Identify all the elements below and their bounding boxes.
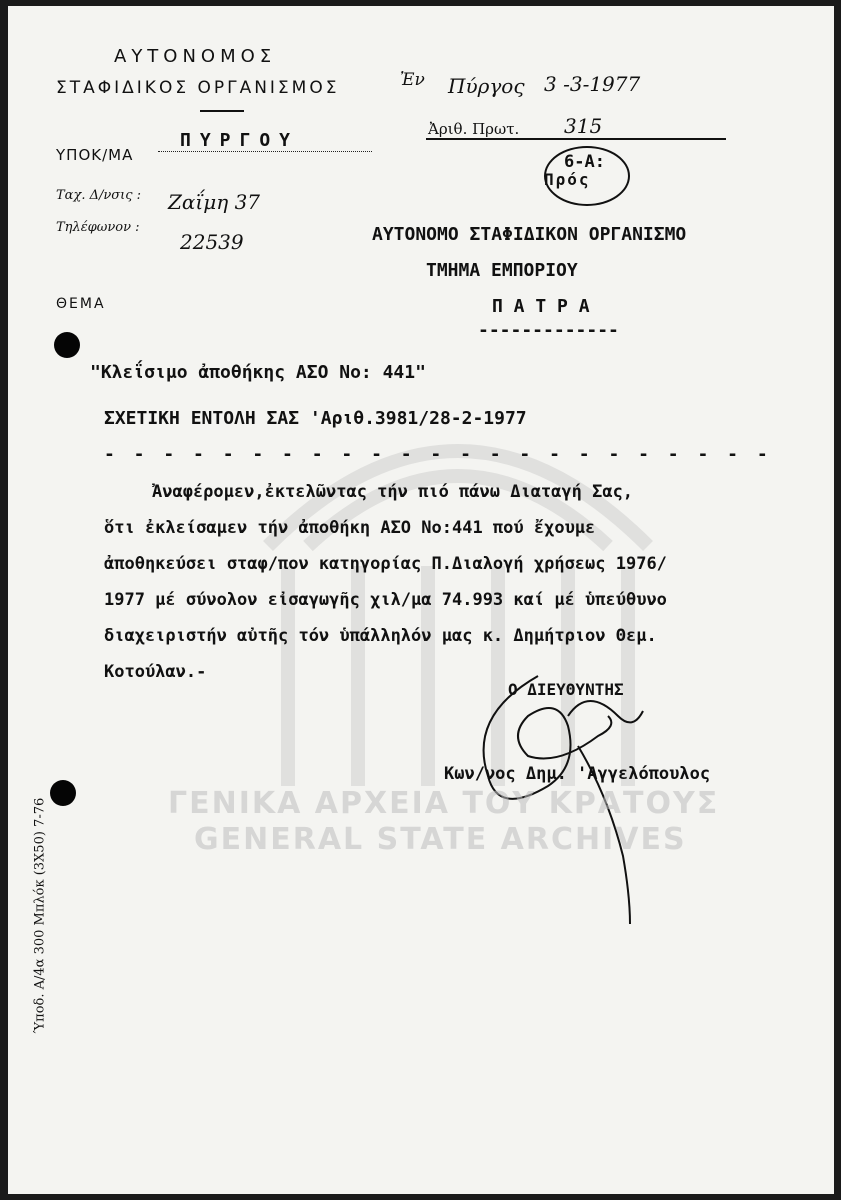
document-page [8,6,834,1194]
watermark-greek: ΓΕΝΙΚΑ ΑΡΧΕΙΑ ΤΟΥ ΚΡΑΤΟΥΣ [168,786,720,821]
signatory-title: Ο ΔΙΕΥΘΥΝΤΗΣ [508,680,624,699]
address-value: Ζαΐμη 37 [168,190,261,214]
protocol-label: Ἀριθ. Πρωτ. [428,120,520,138]
recipient-line1: ΑΥΤΟΝΟΜΟ ΣΤΑΦΙΔΙΚΟΝ ΟΡΓΑΝΙΣΜΟ [372,224,687,245]
recipient-line3: Π Α Τ Ρ Α [492,296,590,317]
body-line-6: Κοτούλαν.- [104,662,207,682]
body-line-2: ὅτι ἐκλείσαμεν τήν ἀποθήκη ΑΣΟ Νο:441 πού ἔχουμε [104,518,596,538]
watermark-english: GENERAL STATE ARCHIVES [194,822,687,857]
body-line-4: 1977 μέ σύνολον εἰσαγωγῆς χιλ/μα 74.993 καί μέ ὑπεύθυνο [104,590,667,610]
body-line-3: ἀποθηκεύσει σταφ/πον κατηγορίας Π.Διαλογή χρήσεως 1976/ [104,554,667,574]
branch-value: ΠΥΡΓΟΥ [158,130,372,152]
branch-label: ΥΠΟΚ/ΜΑ [56,146,134,164]
protocol-rule [426,138,726,140]
recipient-underline: ------------- [478,320,619,341]
letterhead-rule [200,110,244,112]
address-label: Ταχ. Δ/νσις : [56,188,142,203]
letter-date: 3 -3-1977 [544,72,641,96]
signatory-name: Κων/νος Δημ. 'Αγγελόπουλος [444,764,711,784]
routing-code: 6-Α: [564,152,605,172]
punch-hole-bottom [50,780,76,806]
recipient-line2: ΤΜΗΜΑ ΕΜΠΟΡΙΟΥ [426,260,578,281]
to-label: Πρός [544,170,591,189]
phone-label: Τηλέφωνον : [56,220,140,235]
subject-reference: ΣΧΕΤΙΚΗ ΕΝΤΟΛΗ ΣΑΣ 'Αριθ.3981/28-2-1977 [104,408,527,429]
place-name: Πύργος [448,74,525,98]
margin-form-note: Ύποδ. Α/4α 300 Μπλόκ (3Χ50) 7-76 [32,797,48,1034]
org-name-line1: ΑΥΤΟΝΟΜΟΣ [114,46,277,67]
org-name-line2: ΣΤΑΦΙΔΙΚΟΣ ΟΡΓΑΝΙΣΜΟΣ [56,78,340,98]
subject-title: "Κλεΐσιμο ἀποθήκης ΑΣΟ Νο: 441" [90,362,426,383]
subject-label: ΘΕΜΑ [56,296,106,312]
punch-hole-top [54,332,80,358]
body-line-1: Ἀναφέρομεν,ἐκτελῶντας τήν πιό πάνω Διαταγή Σας, [152,482,634,502]
subject-separator: - - - - - - - - - - - - - - - - - - - - - - - [104,444,772,465]
protocol-number: 315 [564,114,603,138]
body-line-5: διαχειριστήν αὐτῆς τόν ὑπάλληλόν μας κ. Δημήτριον Θεμ. [104,626,657,646]
place-prefix: Ἐν [400,70,425,90]
phone-value: 22539 [180,230,244,254]
